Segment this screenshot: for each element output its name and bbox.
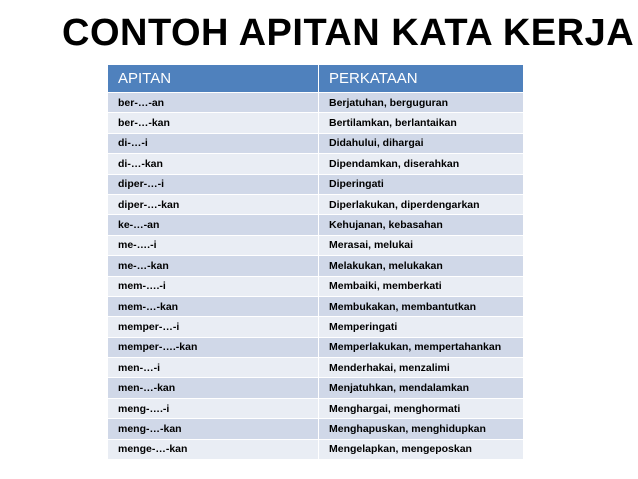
apitan-cell: mem-….-i (108, 276, 319, 296)
apitan-cell: diper-…-i (108, 174, 319, 194)
table-row (108, 358, 524, 378)
apitan-cell: di-…-i (108, 133, 319, 153)
perkataan-cell: Menghargai, menghormati (319, 398, 524, 418)
perkataan-cell: Menderhakai, menzalimi (319, 358, 524, 378)
apitan-cell: men-…-kan (108, 378, 319, 398)
table-row (108, 215, 524, 235)
perkataan-cell: Membaiki, memberkati (319, 276, 524, 296)
apitan-cell: me-….-i (108, 235, 319, 255)
table-row (108, 133, 524, 153)
apitan-cell: di-…-kan (108, 154, 319, 174)
apitan-cell: mem-…-kan (108, 296, 319, 316)
apitan-cell: meng-…-kan (108, 419, 319, 439)
perkataan-cell: Menjatuhkan, mendalamkan (319, 378, 524, 398)
table-row (108, 317, 524, 337)
apitan-cell: memper-…-i (108, 317, 319, 337)
perkataan-cell: Bertilamkan, berlantaikan (319, 113, 524, 133)
header-apitan: APITAN (108, 65, 319, 93)
perkataan-cell: Diperingati (319, 174, 524, 194)
affix-table (107, 64, 524, 460)
apitan-cell: menge-…-kan (108, 439, 319, 459)
header-perkataan: PERKATAAN (319, 65, 524, 93)
perkataan-cell: Memperingati (319, 317, 524, 337)
perkataan-cell: Kehujanan, kebasahan (319, 215, 524, 235)
apitan-cell: memper-….-kan (108, 337, 319, 357)
perkataan-cell: Membukakan, membantutkan (319, 296, 524, 316)
apitan-cell: men-…-i (108, 358, 319, 378)
table-row (108, 113, 524, 133)
apitan-cell: ber-…-kan (108, 113, 319, 133)
slide-title: CONTOH APITAN KATA KERJA (62, 12, 635, 54)
table-row (108, 174, 524, 194)
table-row (108, 276, 524, 296)
table-row (108, 419, 524, 439)
table-row (108, 93, 524, 113)
table-row (108, 337, 524, 357)
perkataan-cell: Menghapuskan, menghidupkan (319, 419, 524, 439)
perkataan-cell: Didahului, dihargai (319, 133, 524, 153)
apitan-cell: ber-…-an (108, 93, 319, 113)
apitan-cell: ke-…-an (108, 215, 319, 235)
table-row (108, 235, 524, 255)
perkataan-cell: Merasai, melukai (319, 235, 524, 255)
apitan-cell: diper-…-kan (108, 194, 319, 214)
perkataan-cell: Melakukan, melukakan (319, 256, 524, 276)
table-row (108, 194, 524, 214)
apitan-cell: me-…-kan (108, 256, 319, 276)
table-row (108, 439, 524, 459)
table-row (108, 378, 524, 398)
table-row (108, 256, 524, 276)
apitan-cell: meng-….-i (108, 398, 319, 418)
perkataan-cell: Dipendamkan, diserahkan (319, 154, 524, 174)
table-header-row (108, 65, 524, 93)
table-row (108, 296, 524, 316)
perkataan-cell: Mengelapkan, mengeposkan (319, 439, 524, 459)
table-row (108, 154, 524, 174)
perkataan-cell: Berjatuhan, berguguran (319, 93, 524, 113)
perkataan-cell: Memperlakukan, mempertahankan (319, 337, 524, 357)
table-row (108, 398, 524, 418)
perkataan-cell: Diperlakukan, diperdengarkan (319, 194, 524, 214)
